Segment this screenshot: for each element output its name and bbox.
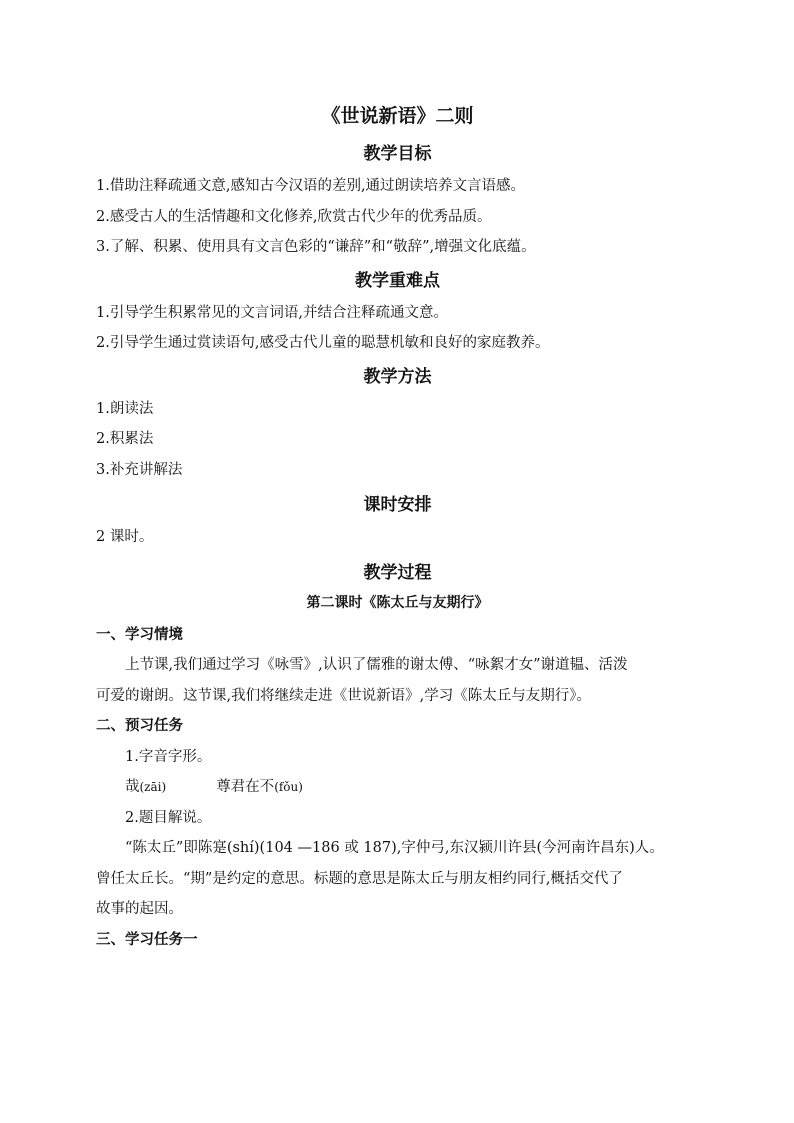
process-heading: 教学过程 <box>363 562 432 583</box>
methods-heading: 教学方法 <box>363 366 432 387</box>
part1-line: 上节课,我们通过学习《咏雪》,认识了儒雅的谢太傅、“咏絮才女”谢道韫、活泼 <box>125 657 628 673</box>
part1-line: 可爱的谢朗。这节课,我们将继续走进《世说新语》,学习《陈太丘与友期行》。 <box>96 687 591 704</box>
key-point-item: 1.引导学生积累常见的文言词语,并结合注释疏通文意。 <box>96 304 448 321</box>
method-item: 3.补充讲解法 <box>96 461 183 478</box>
part2-line: 故事的起因。 <box>96 901 183 917</box>
key-points-heading: 教学重难点 <box>355 270 440 291</box>
part2-line: “陈太丘”即陈寔(shí)(104 —186 或 187),字仲弓,东汉颍川许县(今河南许昌东)人。 <box>125 840 664 856</box>
goal-item: 1.借助注释疏通文意,感知古今汉语的差别,通过朗读培养文言语感。 <box>96 178 526 194</box>
pron-a-pinyin: (zāi) <box>139 780 167 794</box>
key-point-item: 2.引导学生通过赏读语句,感受古代儿童的聪慧机敏和良好的家庭教养。 <box>96 335 550 351</box>
method-item: 2.积累法 <box>96 431 154 447</box>
schedule-heading: 课时安排 <box>363 495 432 515</box>
part3-heading: 三、学习任务一 <box>96 930 198 948</box>
pronunciation-row <box>96 772 699 803</box>
schedule-text: 2 课时。 <box>96 529 154 545</box>
lesson-subheading: 第二课时《陈太丘与友期行》 <box>306 594 489 611</box>
method-item: 1.朗读法 <box>96 400 154 417</box>
part2-item2: 2.题目解说。 <box>125 809 212 826</box>
goals-heading: 教学目标 <box>363 144 432 164</box>
pron-b-pinyin: (fǒu) <box>274 780 303 794</box>
pron-b-char: 尊君在不 <box>216 779 275 795</box>
document-title: 《世说新语》二则 <box>321 105 474 127</box>
pron-a-char: 哉 <box>125 779 140 795</box>
goal-item: 3.了解、积累、使用具有文言色彩的“谦辞”和“敬辞”,增强文化底蕴。 <box>96 239 536 255</box>
part1-heading: 一、学习情境 <box>96 625 183 643</box>
goal-item: 2.感受古人的生活情趣和文化修养,欣赏古代少年的优秀品质。 <box>96 208 492 225</box>
part2-line: 曾任太丘长。“期”是约定的意思。标题的意思是陈太丘与朋友相约同行,概括交代了 <box>96 870 623 887</box>
part2-item1: 1.字音字形。 <box>125 748 212 765</box>
part2-heading: 二、预习任务 <box>96 717 183 734</box>
